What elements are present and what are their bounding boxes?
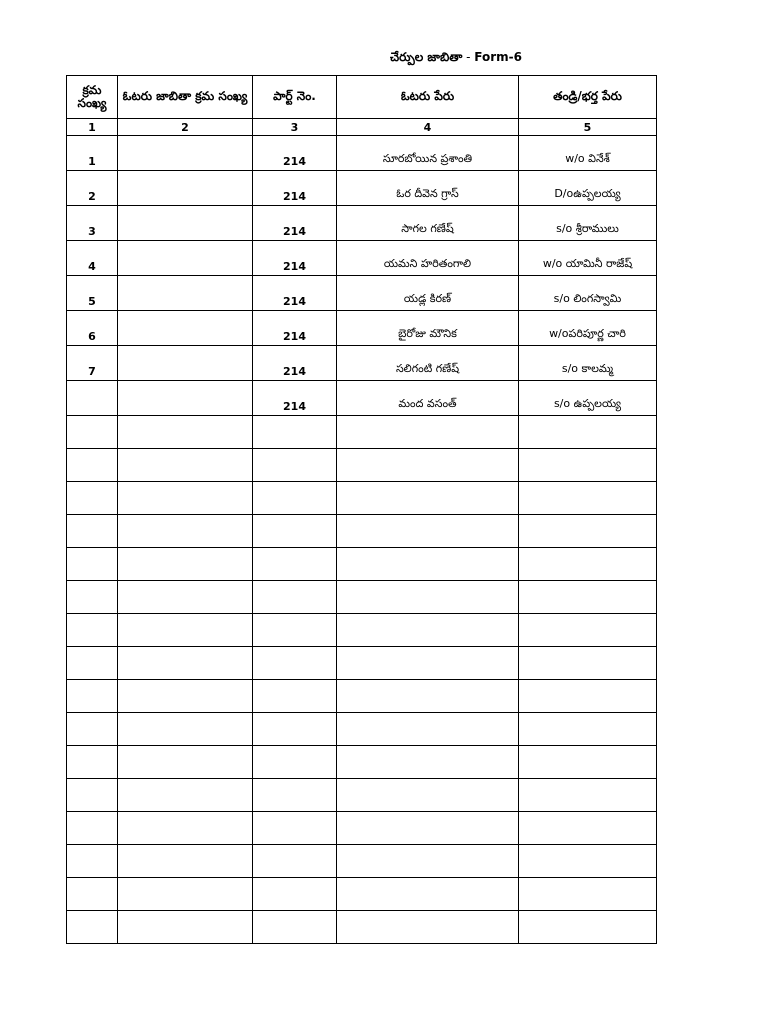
empty-cell (67, 779, 118, 812)
cell-part-number: 214 (253, 206, 337, 241)
cell-roll-serial-number (118, 171, 253, 206)
empty-cell (67, 680, 118, 713)
empty-cell (337, 416, 519, 449)
empty-cell (118, 548, 253, 581)
empty-cell (118, 746, 253, 779)
empty-cell (67, 713, 118, 746)
empty-cell (337, 680, 519, 713)
empty-cell (67, 878, 118, 911)
empty-cell (67, 548, 118, 581)
empty-row (67, 482, 657, 515)
cell-relation-name: s/o ఉప్పలయ్య (519, 381, 657, 416)
empty-cell (118, 581, 253, 614)
cell-serial-number (67, 381, 118, 416)
header-row (67, 76, 657, 119)
cell-relation-name: s/o కాలమ్మ (519, 346, 657, 381)
cell-part-number: 214 (253, 136, 337, 171)
cell-voter-name: బైరోజు మౌనిక (337, 311, 519, 346)
table-row (67, 171, 657, 206)
table-row (67, 311, 657, 346)
empty-cell (519, 746, 657, 779)
empty-cell (519, 812, 657, 845)
table-row (67, 381, 657, 416)
empty-cell (253, 449, 337, 482)
empty-cell (519, 515, 657, 548)
empty-cell (118, 515, 253, 548)
cell-part-number: 214 (253, 311, 337, 346)
cell-voter-name: సలిగంటి గణేష్ (337, 346, 519, 381)
empty-cell (519, 449, 657, 482)
cell-roll-serial-number (118, 381, 253, 416)
empty-row (67, 449, 657, 482)
empty-cell (67, 581, 118, 614)
cell-voter-name: మంద వసంత్ (337, 381, 519, 416)
empty-row (67, 779, 657, 812)
cell-roll-serial-number (118, 346, 253, 381)
empty-cell (118, 482, 253, 515)
cell-voter-name: ఓర దీవెన గ్రాస్ (337, 171, 519, 206)
empty-cell (519, 416, 657, 449)
cell-voter-name: సాగల గణేష్ (337, 206, 519, 241)
empty-cell (337, 515, 519, 548)
empty-cell (67, 614, 118, 647)
empty-cell (519, 548, 657, 581)
cell-roll-serial-number (118, 276, 253, 311)
empty-cell (67, 482, 118, 515)
cell-roll-serial-number (118, 136, 253, 171)
table-row (67, 136, 657, 171)
empty-cell (337, 581, 519, 614)
header-voter-name: ఓటరు పేరు (337, 76, 519, 119)
empty-cell (337, 548, 519, 581)
empty-row (67, 878, 657, 911)
cell-roll-serial-number (118, 206, 253, 241)
cell-serial-number: 1 (67, 136, 118, 171)
empty-cell (67, 515, 118, 548)
column-number: 2 (118, 119, 253, 136)
empty-cell (67, 449, 118, 482)
column-number-row (67, 119, 657, 136)
table-row (67, 206, 657, 241)
empty-cell (118, 416, 253, 449)
empty-cell (118, 614, 253, 647)
empty-cell (253, 779, 337, 812)
empty-cell (337, 647, 519, 680)
column-number: 4 (337, 119, 519, 136)
empty-cell (253, 548, 337, 581)
empty-cell (67, 746, 118, 779)
empty-cell (253, 614, 337, 647)
empty-cell (253, 878, 337, 911)
empty-cell (118, 845, 253, 878)
header-relation-name: తండ్రి/భర్త పేరు (519, 76, 657, 119)
column-number: 3 (253, 119, 337, 136)
voter-addition-table (66, 75, 657, 944)
cell-relation-name: w/oపరిపూర్ణ చారి (519, 311, 657, 346)
empty-row (67, 746, 657, 779)
empty-row (67, 614, 657, 647)
empty-cell (118, 680, 253, 713)
cell-voter-name: యమని హరితంగాలి (337, 241, 519, 276)
empty-cell (118, 779, 253, 812)
empty-cell (118, 713, 253, 746)
cell-part-number: 214 (253, 381, 337, 416)
cell-part-number: 214 (253, 241, 337, 276)
cell-relation-name: s/o శ్రీరాములు (519, 206, 657, 241)
empty-cell (253, 680, 337, 713)
cell-part-number: 214 (253, 276, 337, 311)
empty-row (67, 713, 657, 746)
empty-cell (118, 812, 253, 845)
empty-cell (337, 878, 519, 911)
empty-cell (337, 746, 519, 779)
cell-serial-number: 3 (67, 206, 118, 241)
empty-cell (337, 911, 519, 944)
empty-cell (337, 845, 519, 878)
empty-cell (337, 614, 519, 647)
cell-relation-name: D/oఉప్పలయ్య (519, 171, 657, 206)
cell-relation-name: w/o యామినీ రాజేష్ (519, 241, 657, 276)
empty-cell (118, 911, 253, 944)
empty-cell (519, 878, 657, 911)
cell-serial-number: 5 (67, 276, 118, 311)
empty-cell (519, 614, 657, 647)
title-form: Form-6 (474, 50, 523, 64)
empty-row (67, 416, 657, 449)
cell-roll-serial-number (118, 311, 253, 346)
empty-cell (253, 713, 337, 746)
table-row (67, 241, 657, 276)
cell-part-number: 214 (253, 171, 337, 206)
empty-cell (337, 779, 519, 812)
empty-cell (67, 647, 118, 680)
document-title (336, 50, 576, 67)
column-number: 5 (519, 119, 657, 136)
empty-cell (519, 647, 657, 680)
empty-row (67, 812, 657, 845)
table-row (67, 346, 657, 381)
empty-cell (337, 482, 519, 515)
empty-cell (67, 812, 118, 845)
header-part-number: పార్ట్ నెం. (253, 76, 337, 119)
empty-cell (519, 713, 657, 746)
empty-cell (253, 746, 337, 779)
empty-cell (253, 845, 337, 878)
empty-cell (67, 416, 118, 449)
empty-cell (519, 482, 657, 515)
empty-cell (118, 878, 253, 911)
empty-row (67, 548, 657, 581)
cell-roll-serial-number (118, 241, 253, 276)
cell-serial-number: 7 (67, 346, 118, 381)
empty-cell (519, 911, 657, 944)
empty-cell (118, 449, 253, 482)
cell-voter-name: సూరబోయిన ప్రశాంతి (337, 136, 519, 171)
cell-serial-number: 2 (67, 171, 118, 206)
empty-cell (253, 911, 337, 944)
table-row (67, 276, 657, 311)
empty-cell (519, 779, 657, 812)
empty-cell (519, 581, 657, 614)
empty-row (67, 845, 657, 878)
cell-relation-name: s/o లింగస్వామి (519, 276, 657, 311)
empty-cell (253, 812, 337, 845)
empty-cell (118, 647, 253, 680)
column-number: 1 (67, 119, 118, 136)
header-roll-serial-number: ఓటరు జాబితా క్రమ సంఖ్య (118, 76, 253, 119)
cell-voter-name: యడ్ల కిరణ్ (337, 276, 519, 311)
header-serial-number: క్రమ సంఖ్య (67, 76, 118, 119)
empty-cell (253, 515, 337, 548)
cell-relation-name: w/o వినేశ్ (519, 136, 657, 171)
empty-cell (519, 680, 657, 713)
empty-row (67, 911, 657, 944)
empty-cell (67, 845, 118, 878)
empty-row (67, 680, 657, 713)
empty-cell (337, 812, 519, 845)
empty-cell (253, 482, 337, 515)
empty-cell (337, 713, 519, 746)
empty-cell (253, 647, 337, 680)
title-telugu: చేర్పుల జాబితా (389, 50, 463, 64)
empty-cell (253, 581, 337, 614)
empty-cell (253, 416, 337, 449)
empty-row (67, 647, 657, 680)
empty-cell (337, 449, 519, 482)
cell-part-number: 214 (253, 346, 337, 381)
cell-serial-number: 4 (67, 241, 118, 276)
cell-serial-number: 6 (67, 311, 118, 346)
empty-cell (67, 911, 118, 944)
title-separator: - (462, 50, 475, 64)
empty-row (67, 515, 657, 548)
empty-row (67, 581, 657, 614)
empty-cell (519, 845, 657, 878)
